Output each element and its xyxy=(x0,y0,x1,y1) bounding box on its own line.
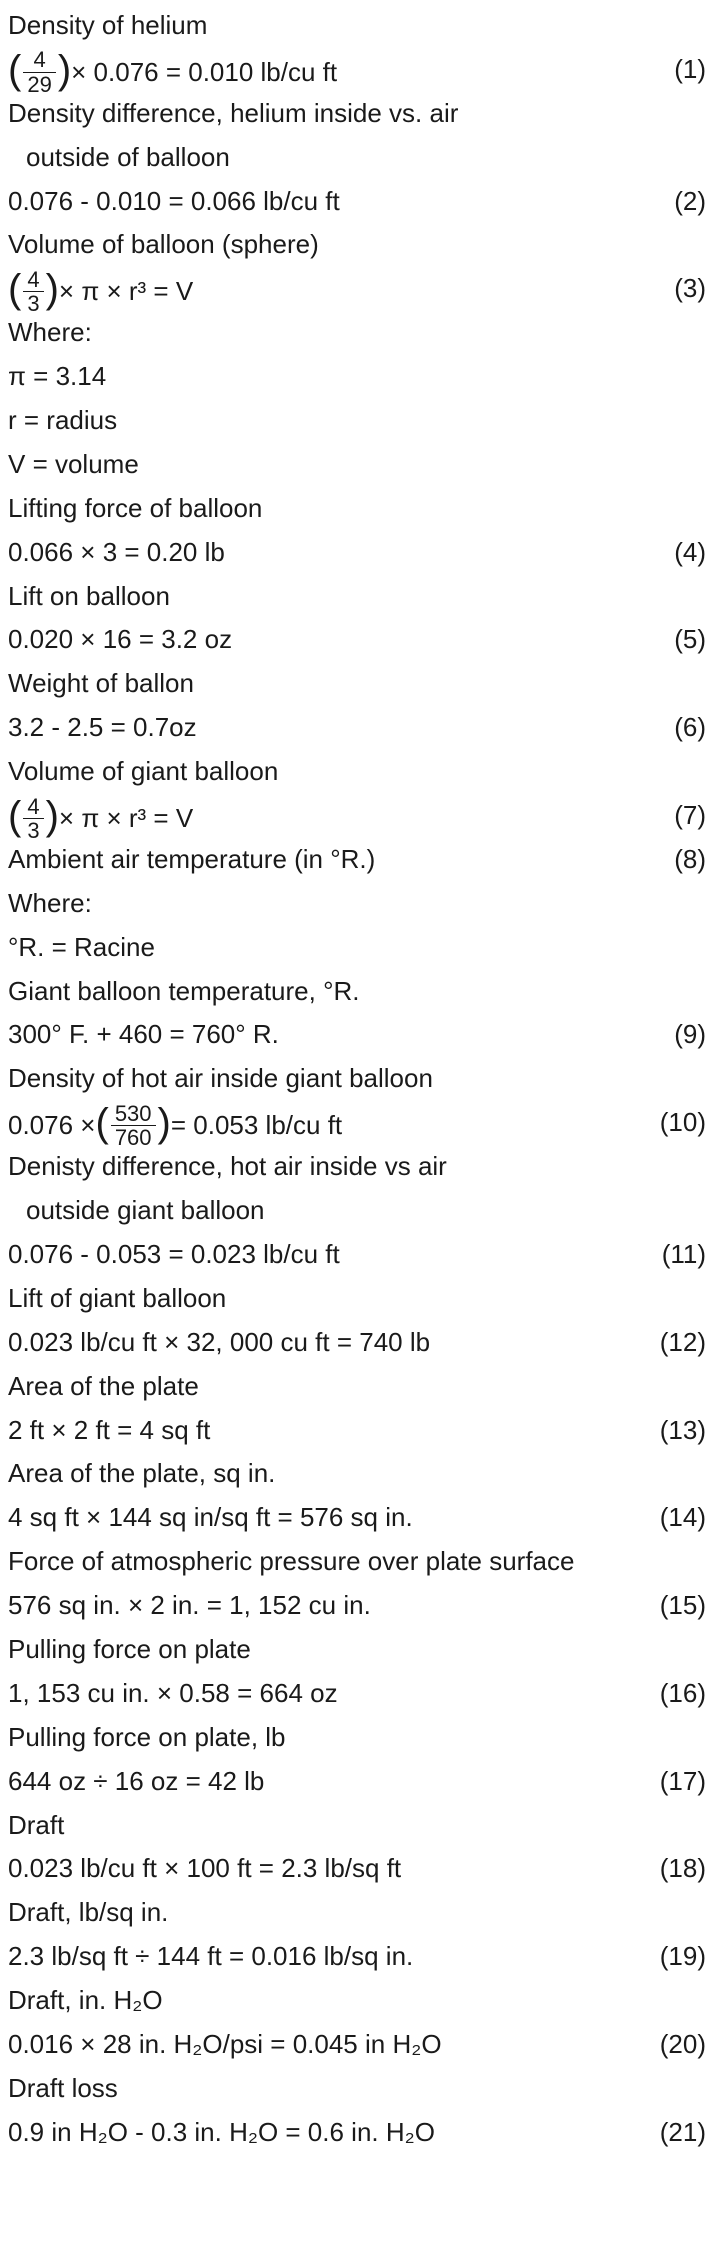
equation-text: 644 oz ÷ 16 oz = 42 lb xyxy=(8,1765,265,1796)
equation-suffix: × π × r³ = V xyxy=(58,803,194,834)
equation-number: (14) xyxy=(659,1502,706,1533)
text-line xyxy=(8,926,710,970)
line-text: Density of hot air inside giant balloon xyxy=(8,1063,433,1094)
left-paren: ( xyxy=(8,794,22,839)
line-text: outside giant balloon xyxy=(26,1195,265,1226)
text-line xyxy=(8,1540,710,1584)
equation-line xyxy=(8,706,710,750)
line-text: π = 3.14 xyxy=(8,361,107,392)
text-line xyxy=(8,1365,710,1409)
fraction-denominator: 29 xyxy=(23,72,55,96)
equation-text: 0.020 × 16 = 3.2 oz xyxy=(8,624,233,655)
text-line xyxy=(8,443,710,487)
equation-line xyxy=(8,180,710,224)
text-line xyxy=(8,1057,710,1101)
equation-number: (6) xyxy=(674,712,706,743)
line-text: Area of the plate, sq in. xyxy=(8,1458,276,1489)
fraction xyxy=(23,268,43,315)
fraction-denominator: 3 xyxy=(23,291,43,315)
line-text: Force of atmospheric pressure over plate surface xyxy=(8,1546,575,1577)
equation-text: 0.076 - 0.053 = 0.023 lb/cu ft xyxy=(8,1238,340,1269)
equation-suffix: = 0.053 lb/cu ft xyxy=(170,1110,343,1141)
text-line xyxy=(8,882,710,926)
equation-line xyxy=(8,2111,710,2155)
equation-text: 0.023 lb/cu ft × 32, 000 cu ft = 740 lb xyxy=(8,1326,431,1357)
equation-suffix: × π × r³ = V xyxy=(58,276,194,307)
equation-line xyxy=(8,531,710,575)
equation-number: (19) xyxy=(659,1941,706,1972)
equation-number: (2) xyxy=(674,185,706,216)
fraction-numerator: 4 xyxy=(27,266,40,292)
equation-text: 1, 153 cu in. × 0.58 = 664 oz xyxy=(8,1677,338,1708)
fraction xyxy=(111,1102,156,1149)
equation-number: (5) xyxy=(674,624,706,655)
equation-number: (20) xyxy=(659,2028,706,2059)
equation-line xyxy=(8,1233,710,1277)
equation-number: (7) xyxy=(674,800,706,831)
text-line xyxy=(8,487,710,531)
equation-text: 2 ft × 2 ft = 4 sq ft xyxy=(8,1414,211,1445)
equation-number: (4) xyxy=(674,536,706,567)
equation-number: (10) xyxy=(659,1107,706,1138)
equation-number: (16) xyxy=(659,1677,706,1708)
equation-text: 0.023 lb/cu ft × 100 ft = 2.3 lb/sq ft xyxy=(8,1853,402,1884)
line-text: Lifting force of balloon xyxy=(8,492,263,523)
line-text: Draft, in. H₂O xyxy=(8,1985,163,2016)
text-line xyxy=(8,4,710,48)
equation-line xyxy=(8,1584,710,1628)
line-text: Area of the plate xyxy=(8,1370,199,1401)
text-line xyxy=(8,1277,710,1321)
equation-text: 4 sq ft × 144 sq in/sq ft = 576 sq in. xyxy=(8,1502,413,1533)
line-text: Lift of giant balloon xyxy=(8,1282,227,1313)
line-text: Pulling force on plate xyxy=(8,1633,251,1664)
equation-number: (11) xyxy=(661,1238,706,1269)
text-line xyxy=(8,970,710,1014)
fraction-numerator: 4 xyxy=(33,47,46,73)
text-line xyxy=(8,311,710,355)
equation-number: (15) xyxy=(659,1590,706,1621)
text-line xyxy=(8,92,710,136)
equation-line xyxy=(8,793,710,843)
text-line xyxy=(8,399,710,443)
equation-text: 0.076 - 0.010 = 0.066 lb/cu ft xyxy=(8,185,340,216)
equation-number: (1) xyxy=(674,53,706,84)
equation-line xyxy=(8,1672,710,1716)
text-line xyxy=(8,662,710,706)
equation-number: (9) xyxy=(674,1019,706,1050)
text-line xyxy=(8,750,710,794)
equation-text: 3.2 - 2.5 = 0.7oz xyxy=(8,712,197,743)
equation-number: (18) xyxy=(659,1853,706,1884)
line-text: r = radius xyxy=(8,405,118,436)
equation-line xyxy=(8,1013,710,1057)
equation-number: (3) xyxy=(674,273,706,304)
left-paren: ( xyxy=(95,1101,109,1146)
line-text: Weight of ballon xyxy=(8,668,194,699)
equation-line xyxy=(8,1409,710,1453)
line-text: outside of balloon xyxy=(26,141,230,172)
equation-line xyxy=(8,2023,710,2067)
line-text: Volume of giant balloon xyxy=(8,756,279,787)
equation-text: 2.3 lb/sq ft ÷ 144 ft = 0.016 lb/sq in. xyxy=(8,1941,414,1972)
equation-line xyxy=(8,266,710,316)
line-text: Denisty difference, hot air inside vs air xyxy=(8,1151,447,1182)
equation-text: 0.066 × 3 = 0.20 lb xyxy=(8,536,225,567)
equation-number: (13) xyxy=(659,1414,706,1445)
equation-line xyxy=(8,1935,710,1979)
right-paren: ) xyxy=(45,267,59,312)
line-text: Volume of balloon (sphere) xyxy=(8,229,319,260)
equation-prefix: 0.076 × xyxy=(8,1110,96,1141)
text-line xyxy=(8,1628,710,1672)
equation-number: (12) xyxy=(659,1326,706,1357)
left-paren: ( xyxy=(8,47,22,92)
text-line xyxy=(8,1189,710,1233)
equation-line xyxy=(8,838,710,882)
fraction xyxy=(23,48,55,95)
fraction-denominator: 3 xyxy=(23,818,43,842)
equation-text: 576 sq in. × 2 in. = 1, 152 cu in. xyxy=(8,1590,371,1621)
equation-line xyxy=(8,1100,710,1150)
fraction xyxy=(23,795,43,842)
line-text: Giant balloon temperature, °R. xyxy=(8,975,360,1006)
fraction-numerator: 530 xyxy=(114,1100,152,1126)
equation-number: (8) xyxy=(674,843,706,874)
text-line xyxy=(8,2067,710,2111)
equation-line xyxy=(8,1847,710,1891)
line-text: °R. = Racine xyxy=(8,931,155,962)
equation-line xyxy=(8,1321,710,1365)
text-line xyxy=(8,1891,710,1935)
equation-text: 0.016 × 28 in. H₂O/psi = 0.045 in H₂O xyxy=(8,2028,442,2059)
text-line xyxy=(8,136,710,180)
equation-line xyxy=(8,1496,710,1540)
text-line xyxy=(8,1804,710,1848)
text-line xyxy=(8,1716,710,1760)
line-text: Where: xyxy=(8,317,92,348)
line-text: Lift on balloon xyxy=(8,580,170,611)
equation-line xyxy=(8,1760,710,1804)
text-line xyxy=(8,1145,710,1189)
fraction-denominator: 760 xyxy=(111,1125,156,1149)
right-paren: ) xyxy=(57,47,72,92)
equation-line xyxy=(8,47,710,97)
right-paren: ) xyxy=(157,1101,171,1146)
text-line xyxy=(8,1452,710,1496)
equation-suffix: × 0.076 = 0.010 lb/cu ft xyxy=(71,56,338,87)
line-text: Draft loss xyxy=(8,2072,118,2103)
text-line xyxy=(8,1979,710,2023)
left-paren: ( xyxy=(8,267,22,312)
line-text: Where: xyxy=(8,887,92,918)
equation-text: 0.9 in H₂O - 0.3 in. H₂O = 0.6 in. H₂O xyxy=(8,2116,435,2147)
equation-number: (17) xyxy=(659,1765,706,1796)
line-text: Draft xyxy=(8,1809,65,1840)
fraction-numerator: 4 xyxy=(27,793,40,819)
equation-text: Ambient air temperature (in °R.) xyxy=(8,843,376,874)
equation-number: (21) xyxy=(659,2116,706,2147)
text-line xyxy=(8,223,710,267)
line-text: Density difference, helium inside vs. air xyxy=(8,97,459,128)
right-paren: ) xyxy=(45,794,59,839)
equation-line xyxy=(8,618,710,662)
line-text: Draft, lb/sq in. xyxy=(8,1897,169,1928)
equation-text: 300° F. + 460 = 760° R. xyxy=(8,1019,279,1050)
text-line xyxy=(8,575,710,619)
line-text: V = volume xyxy=(8,448,139,479)
line-text: Pulling force on plate, lb xyxy=(8,1721,286,1752)
line-text: Density of helium xyxy=(8,10,208,40)
text-line xyxy=(8,355,710,399)
